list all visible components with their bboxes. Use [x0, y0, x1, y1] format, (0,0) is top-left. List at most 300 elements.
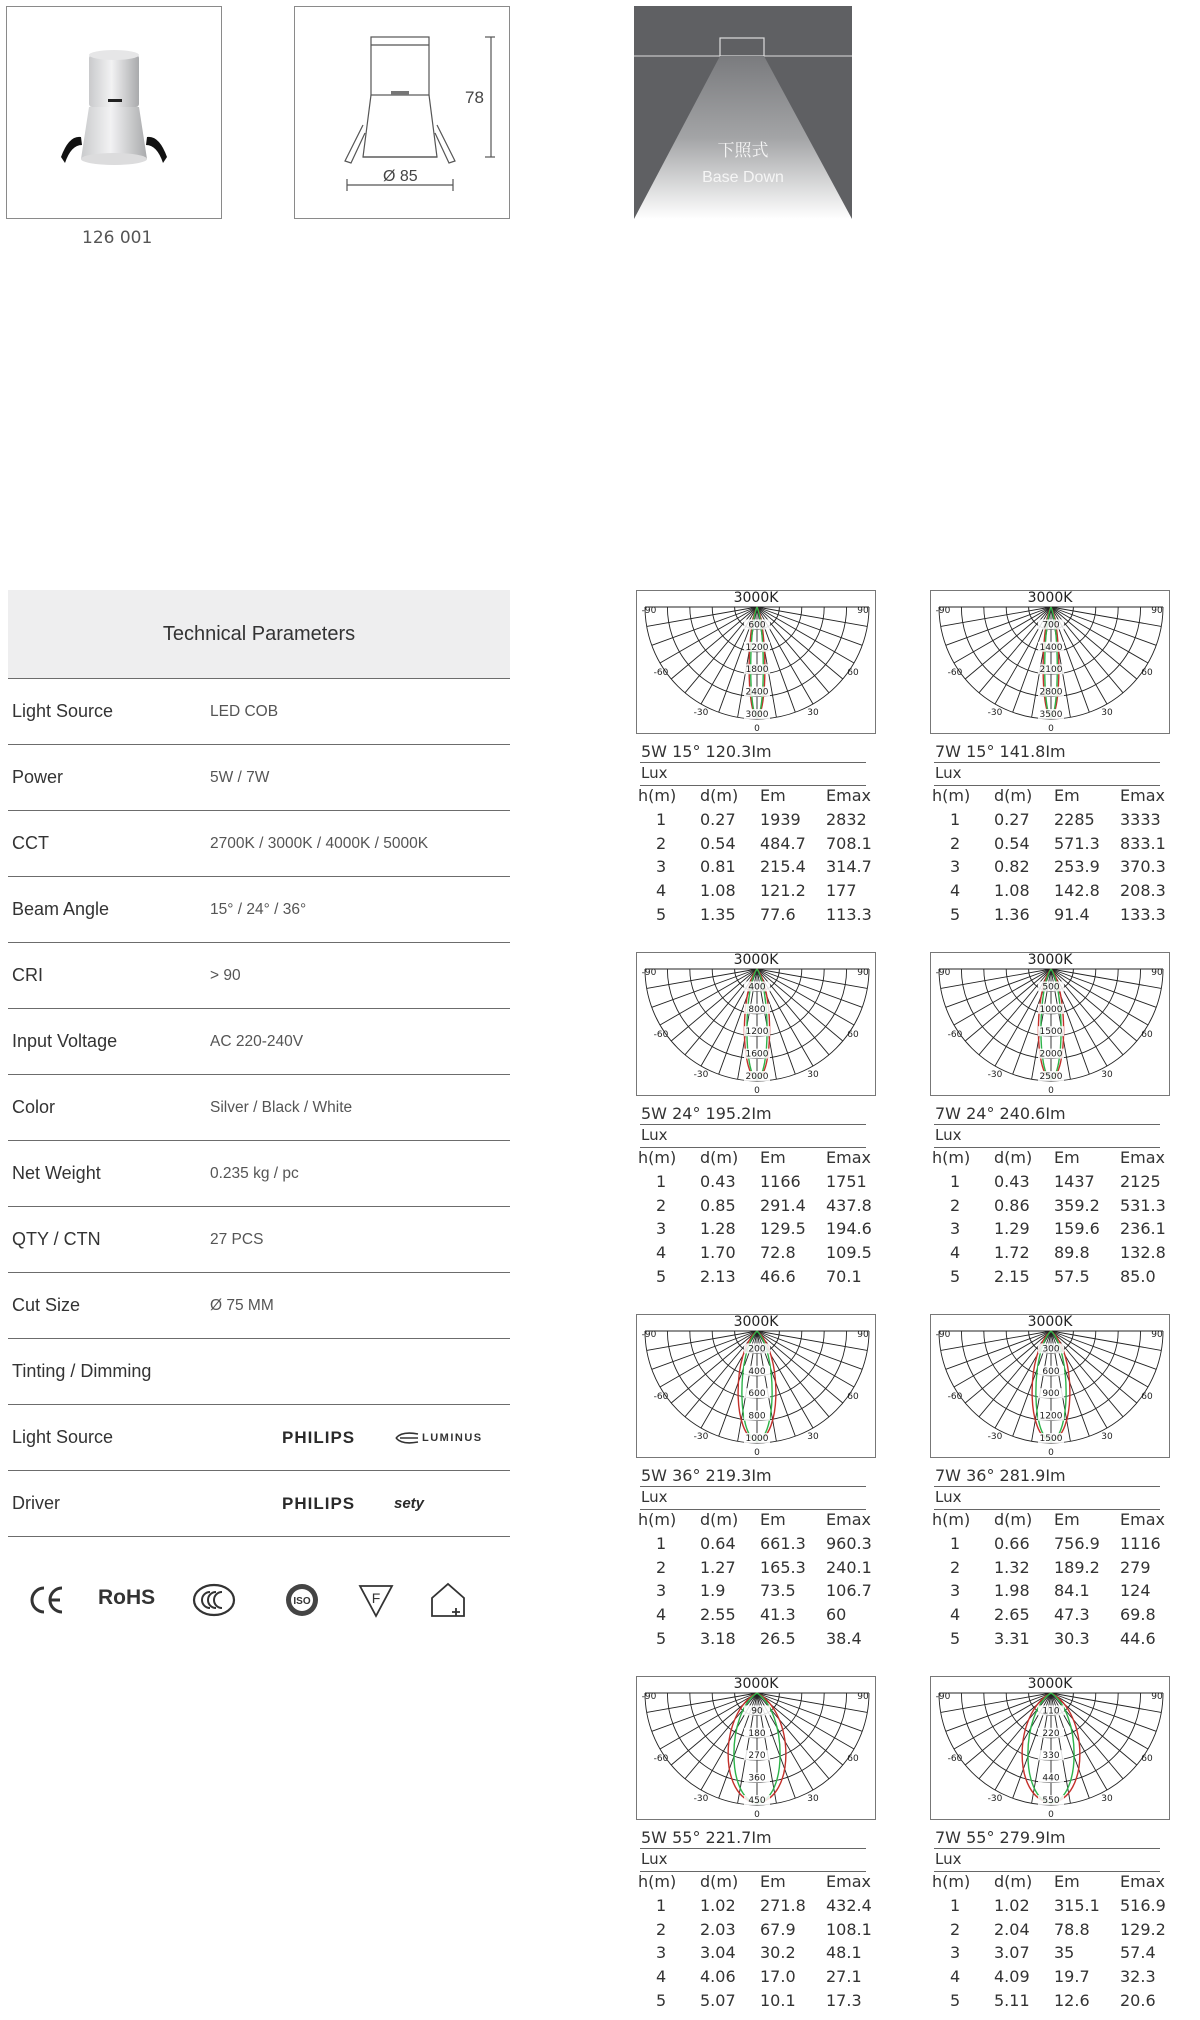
- table-row: [636, 1172, 878, 1196]
- table-row: [930, 1991, 1172, 2015]
- param-value: AC 220-240V: [210, 1032, 304, 1050]
- table-cell: 4: [656, 1605, 667, 1625]
- table-cell: 35: [1054, 1943, 1075, 1963]
- table-cell: 41.3: [760, 1605, 796, 1625]
- cct-label: 3000K: [1027, 1676, 1073, 1692]
- table-cell: 2.65: [994, 1605, 1030, 1625]
- ring-label: 2000: [1039, 1049, 1063, 1060]
- table-cell: 3.04: [700, 1943, 736, 1963]
- cct-label: 3000K: [1027, 1314, 1073, 1330]
- table-row: [930, 1267, 1172, 1291]
- angle-label: -90: [641, 1330, 657, 1340]
- table-row: [636, 1558, 878, 1582]
- table-cell: 78.8: [1054, 1919, 1090, 1939]
- table-row: [930, 1605, 1172, 1629]
- table-header: h(m): [932, 1510, 971, 1529]
- table-header: h(m): [638, 1872, 677, 1891]
- table-cell: 359.2: [1054, 1195, 1100, 1215]
- param-label: CCT: [12, 833, 49, 853]
- table-cell: 0.54: [994, 833, 1030, 853]
- table-cell: 177: [826, 881, 857, 901]
- ring-label: 330: [1042, 1751, 1060, 1762]
- table-cell: 48.1: [826, 1943, 862, 1963]
- table-cell: 1: [656, 1533, 667, 1553]
- polar-diagram: [931, 591, 1169, 733]
- table-cell: 189.2: [1054, 1557, 1100, 1577]
- table-cell: 2: [950, 1557, 961, 1577]
- ring-label: 200: [748, 1344, 766, 1355]
- table-cell: 5: [950, 1990, 961, 2010]
- f-mark-icon: [356, 1580, 396, 1620]
- table-cell: 57.4: [1120, 1943, 1156, 1963]
- table-cell: 571.3: [1054, 833, 1100, 853]
- product-photo: [6, 6, 222, 219]
- ring-label: 360: [748, 1773, 766, 1784]
- table-cell: 194.6: [826, 1219, 872, 1239]
- ring-label: 2400: [745, 687, 769, 698]
- lux-label: Lux: [935, 1488, 962, 1506]
- param-label: Net Weight: [12, 1163, 101, 1183]
- table-cell: 5: [950, 1628, 961, 1648]
- ring-label: 1500: [1039, 1434, 1063, 1444]
- table-cell: 4: [950, 1605, 961, 1625]
- table-cell: 253.9: [1054, 857, 1100, 877]
- table-cell: 4: [950, 1967, 961, 1987]
- polar-chart: [930, 590, 1170, 734]
- angle-label: 60: [847, 668, 859, 678]
- table-cell: 4.09: [994, 1967, 1030, 1987]
- table-cell: 1: [656, 809, 667, 829]
- table-header: Emax: [1120, 1148, 1165, 1167]
- param-label: Driver: [12, 1493, 60, 1513]
- table-cell: 77.6: [760, 904, 796, 924]
- table-cell: 106.7: [826, 1581, 872, 1601]
- table-header: Em: [760, 786, 786, 805]
- angle-label: 0: [1048, 724, 1054, 733]
- polar-diagram: [637, 1677, 875, 1819]
- ring-label: 3500: [1039, 710, 1063, 720]
- table-cell: 5.11: [994, 1990, 1030, 2010]
- table-cell: 129.5: [760, 1219, 806, 1239]
- beam-label-en: Base Down: [702, 169, 784, 186]
- ring-label: 1400: [1039, 642, 1063, 653]
- angle-label: -60: [947, 1392, 963, 1402]
- param-label: Power: [12, 767, 64, 787]
- table-cell: 20.6: [1120, 1990, 1156, 2010]
- table-cell: 833.1: [1120, 833, 1166, 853]
- table-row: [930, 1219, 1172, 1243]
- ring-label: 1500: [1039, 1027, 1063, 1038]
- table-cell: 60: [826, 1605, 847, 1625]
- illuminance-table: [930, 786, 1172, 929]
- table-row: [636, 1943, 878, 1967]
- table-cell: 1.35: [700, 904, 736, 924]
- illuminance-table: [636, 1510, 878, 1653]
- ring-label: 2500: [1039, 1072, 1063, 1082]
- table-row: [636, 1605, 878, 1629]
- table-cell: 5: [656, 1990, 667, 2010]
- param-value: > 90: [210, 966, 241, 984]
- table-cell: 142.8: [1054, 881, 1100, 901]
- param-label: Color: [12, 1097, 56, 1117]
- table-cell: 1: [950, 809, 961, 829]
- table-cell: 0.81: [700, 857, 736, 877]
- ring-label: 400: [748, 982, 766, 993]
- table-cell: 1.27: [700, 1557, 736, 1577]
- param-value: 27 PCS: [210, 1230, 264, 1248]
- ring-label: 180: [748, 1728, 766, 1739]
- table-header-row: [636, 1148, 878, 1172]
- table-cell: 1: [656, 1895, 667, 1915]
- angle-label: 0: [754, 1086, 760, 1095]
- cct-label: 3000K: [1027, 952, 1073, 968]
- table-cell: 3: [950, 1219, 961, 1239]
- angle-label: 30: [807, 1432, 819, 1442]
- table-cell: 4.06: [700, 1967, 736, 1987]
- param-row-cri: [8, 943, 510, 1009]
- param-label: Tinting / Dimming: [12, 1361, 152, 1381]
- param-row-cut-size: [8, 1273, 510, 1339]
- angle-label: 0: [1048, 1448, 1054, 1457]
- table-cell: 315.1: [1054, 1895, 1100, 1915]
- table-cell: 3.31: [994, 1628, 1030, 1648]
- table-header: h(m): [638, 1510, 677, 1529]
- ring-label: 1200: [745, 1027, 769, 1038]
- table-row: [930, 857, 1172, 881]
- polar-chart: [636, 952, 876, 1096]
- table-cell: 4: [656, 1967, 667, 1987]
- philips-logo: PHILIPS: [282, 1427, 356, 1447]
- angle-label: -30: [987, 1432, 1003, 1442]
- table-row: [636, 1267, 878, 1291]
- ring-label: 900: [1042, 1389, 1060, 1400]
- ring-label: 1600: [745, 1049, 769, 1060]
- table-cell: 1166: [760, 1171, 801, 1191]
- angle-label: -90: [935, 1330, 951, 1340]
- table-row: [930, 1943, 1172, 1967]
- table-row: [636, 1896, 878, 1920]
- table-cell: 4: [656, 881, 667, 901]
- polar-chart: [636, 590, 876, 734]
- table-header: Em: [1054, 786, 1080, 805]
- ring-label: 600: [748, 1389, 766, 1400]
- title-underline: [934, 1124, 1160, 1125]
- param-label: Light Source: [12, 1427, 114, 1447]
- table-cell: 4: [950, 881, 961, 901]
- table-cell: 46.6: [760, 1266, 796, 1286]
- angle-label: -90: [935, 1692, 951, 1702]
- polar-chart: [636, 1676, 876, 1820]
- table-row: [930, 881, 1172, 905]
- table-header-row: [636, 786, 878, 810]
- ring-label: 450: [748, 1796, 766, 1806]
- ring-label: 2100: [1039, 665, 1063, 676]
- table-cell: 1.36: [994, 904, 1030, 924]
- table-row: [930, 1172, 1172, 1196]
- table-cell: 109.5: [826, 1243, 872, 1263]
- table-cell: 756.9: [1054, 1533, 1100, 1553]
- table-row: [930, 1967, 1172, 1991]
- ce-mark-icon: [26, 1580, 66, 1620]
- param-row-power: [8, 745, 510, 811]
- table-cell: 0.86: [994, 1195, 1030, 1215]
- table-cell: 26.5: [760, 1628, 796, 1648]
- table-cell: 38.4: [826, 1628, 862, 1648]
- ring-label: 1000: [1039, 1004, 1063, 1015]
- angle-label: 90: [1151, 606, 1163, 616]
- angle-label: -60: [947, 1030, 963, 1040]
- block-title: 7W 15° 141.8Im: [935, 742, 1066, 761]
- angle-label: -60: [947, 668, 963, 678]
- table-cell: 1: [950, 1895, 961, 1915]
- param-value: Silver / Black / White: [210, 1098, 353, 1116]
- table-header: d(m): [994, 1148, 1033, 1167]
- table-cell: 1.98: [994, 1581, 1030, 1601]
- table-cell: 67.9: [760, 1919, 796, 1939]
- ring-label: 2000: [745, 1072, 769, 1082]
- table-cell: 2: [656, 833, 667, 853]
- ccc-mark-icon: [192, 1580, 236, 1620]
- angle-label: -30: [693, 1070, 709, 1080]
- table-cell: 1.08: [994, 881, 1030, 901]
- table-cell: 124: [1120, 1581, 1151, 1601]
- param-row-light-source: [8, 679, 510, 745]
- table-cell: 165.3: [760, 1557, 806, 1577]
- table-row: [930, 1896, 1172, 1920]
- param-value: Ø 75 MM: [210, 1296, 274, 1314]
- table-header: Em: [760, 1872, 786, 1891]
- param-row-light-source-brands: [8, 1405, 510, 1471]
- ring-label: 110: [1042, 1706, 1060, 1717]
- table-cell: 5: [656, 904, 667, 924]
- indoor-use-icon: [428, 1580, 468, 1620]
- table-row: [930, 1534, 1172, 1558]
- param-label: Light Source: [12, 701, 114, 721]
- certification-logos: [20, 1580, 500, 1624]
- angle-label: 30: [807, 1070, 819, 1080]
- lux-label: Lux: [935, 764, 962, 782]
- table-row: [930, 905, 1172, 929]
- table-cell: 5: [656, 1628, 667, 1648]
- table-cell: 89.8: [1054, 1243, 1090, 1263]
- angle-label: 60: [847, 1030, 859, 1040]
- beam-label-cn: 下照式: [717, 141, 769, 161]
- table-cell: 279: [1120, 1557, 1151, 1577]
- angle-label: 60: [1141, 668, 1153, 678]
- angle-label: 30: [1101, 1070, 1113, 1080]
- table-cell: 5.07: [700, 1990, 736, 2010]
- title-underline: [640, 1486, 866, 1487]
- downlight-illustration: [7, 7, 221, 218]
- table-cell: 5: [950, 904, 961, 924]
- angle-label: 90: [1151, 968, 1163, 978]
- angle-label: -30: [987, 708, 1003, 718]
- ring-label: 600: [748, 620, 766, 631]
- ring-label: 550: [1042, 1796, 1060, 1806]
- table-cell: 57.5: [1054, 1266, 1090, 1286]
- table-cell: 708.1: [826, 833, 872, 853]
- ring-label: 700: [1042, 620, 1060, 631]
- angle-label: 60: [1141, 1030, 1153, 1040]
- angle-label: 90: [1151, 1692, 1163, 1702]
- ring-label: 1800: [745, 665, 769, 676]
- ring-label: 400: [748, 1366, 766, 1377]
- table-row: [636, 1920, 878, 1944]
- table-cell: 32.3: [1120, 1967, 1156, 1987]
- table-row: [636, 1534, 878, 1558]
- cct-label: 3000K: [733, 1314, 779, 1330]
- table-cell: 5: [950, 1266, 961, 1286]
- table-row: [636, 1196, 878, 1220]
- angle-label: 90: [857, 1692, 869, 1702]
- block-title: 5W 36° 219.3Im: [641, 1466, 772, 1485]
- table-header: d(m): [994, 1510, 1033, 1529]
- block-title: 7W 36° 281.9Im: [935, 1466, 1066, 1485]
- table-row: [636, 905, 878, 929]
- table-row: [930, 810, 1172, 834]
- table-cell: 291.4: [760, 1195, 806, 1215]
- angle-label: -60: [653, 1030, 669, 1040]
- angle-label: 30: [1101, 1794, 1113, 1804]
- table-cell: 12.6: [1054, 1990, 1090, 2010]
- title-underline: [934, 1486, 1160, 1487]
- ring-label: 800: [748, 1004, 766, 1015]
- tech-title: Technical Parameters: [8, 590, 510, 679]
- table-cell: 2.15: [994, 1266, 1030, 1286]
- table-row: [636, 1581, 878, 1605]
- lux-label: Lux: [935, 1126, 962, 1144]
- table-header: d(m): [700, 1872, 739, 1891]
- title-underline: [934, 762, 1160, 763]
- table-row: [636, 857, 878, 881]
- table-header-row: [930, 1872, 1172, 1896]
- table-header: h(m): [638, 1148, 677, 1167]
- table-row: [636, 1629, 878, 1653]
- table-header: d(m): [994, 786, 1033, 805]
- ring-label: 440: [1042, 1773, 1060, 1784]
- table-header: h(m): [932, 786, 971, 805]
- dimension-drawing: [294, 6, 510, 219]
- table-row: [930, 834, 1172, 858]
- table-row: [636, 810, 878, 834]
- angle-label: 30: [807, 708, 819, 718]
- table-header-row: [930, 1510, 1172, 1534]
- param-row-cct: [8, 811, 510, 877]
- table-header: h(m): [932, 1872, 971, 1891]
- iso-mark-icon: [282, 1580, 322, 1620]
- table-header: Em: [1054, 1148, 1080, 1167]
- table-row: [930, 1196, 1172, 1220]
- table-header-row: [636, 1510, 878, 1534]
- param-value: 0.235 kg / pc: [210, 1164, 299, 1182]
- param-row-beam-angle: [8, 877, 510, 943]
- table-cell: 27.1: [826, 1967, 862, 1987]
- param-row-qty-ctn: [8, 1207, 510, 1273]
- angle-label: 90: [857, 606, 869, 616]
- table-cell: 0.43: [700, 1171, 736, 1191]
- table-cell: 3.07: [994, 1943, 1030, 1963]
- table-cell: 215.4: [760, 857, 806, 877]
- table-header: d(m): [700, 1148, 739, 1167]
- param-value: 5W / 7W: [210, 768, 270, 786]
- polar-chart: [930, 1676, 1170, 1820]
- table-cell: 129.2: [1120, 1919, 1166, 1939]
- polar-chart: [636, 1314, 876, 1458]
- angle-label: -90: [935, 606, 951, 616]
- table-cell: 5: [656, 1266, 667, 1286]
- table-cell: 1.02: [700, 1895, 736, 1915]
- angle-label: -60: [947, 1754, 963, 1764]
- table-cell: 3: [950, 1943, 961, 1963]
- param-value: LED COB: [210, 702, 279, 720]
- cct-label: 3000K: [1027, 590, 1073, 606]
- table-cell: 3: [656, 1219, 667, 1239]
- param-row-input-voltage: [8, 1009, 510, 1075]
- table-cell: 17.0: [760, 1967, 796, 1987]
- param-label: QTY / CTN: [12, 1229, 101, 1249]
- ring-label: 800: [748, 1411, 766, 1422]
- ring-label: 270: [748, 1751, 766, 1762]
- table-cell: 0.54: [700, 833, 736, 853]
- lux-label: Lux: [935, 1850, 962, 1868]
- diameter-dimension: Ø 85: [383, 168, 418, 185]
- table-row: [636, 834, 878, 858]
- angle-label: -30: [693, 708, 709, 718]
- table-cell: 30.3: [1054, 1628, 1090, 1648]
- param-value: 15° / 24° / 36°: [210, 900, 307, 918]
- table-cell: 271.8: [760, 1895, 806, 1915]
- illuminance-table: [636, 1148, 878, 1291]
- table-cell: 0.43: [994, 1171, 1030, 1191]
- param-row-tinting-dimming: [8, 1339, 510, 1405]
- table-header: d(m): [700, 1510, 739, 1529]
- polar-diagram: [931, 1677, 1169, 1819]
- table-row: [636, 881, 878, 905]
- angle-label: -30: [987, 1794, 1003, 1804]
- table-cell: 2: [950, 1919, 961, 1939]
- table-cell: 1: [656, 1171, 667, 1191]
- table-cell: 2: [950, 833, 961, 853]
- lux-label: Lux: [641, 1126, 668, 1144]
- svg-text:ISO: ISO: [293, 1596, 311, 1607]
- table-cell: 370.3: [1120, 857, 1166, 877]
- table-cell: 3: [656, 1943, 667, 1963]
- table-cell: 2125: [1120, 1171, 1161, 1191]
- table-header: Em: [1054, 1510, 1080, 1529]
- table-cell: 3333: [1120, 809, 1161, 829]
- sety-logo: sety: [394, 1495, 425, 1512]
- table-cell: 4: [656, 1243, 667, 1263]
- angle-label: 30: [807, 1794, 819, 1804]
- illuminance-table: [636, 1872, 878, 2015]
- table-cell: 2: [656, 1919, 667, 1939]
- polar-chart: [930, 952, 1170, 1096]
- angle-label: -60: [653, 1392, 669, 1402]
- polar-diagram: [931, 1315, 1169, 1457]
- param-row-net-weight: [8, 1141, 510, 1207]
- rohs-mark: RoHS: [98, 1586, 156, 1609]
- table-cell: 1.29: [994, 1219, 1030, 1239]
- table-row: [930, 1558, 1172, 1582]
- table-cell: 0.27: [994, 809, 1030, 829]
- technical-parameters-table: [8, 590, 510, 1537]
- table-cell: 516.9: [1120, 1895, 1166, 1915]
- table-header-row: [636, 1872, 878, 1896]
- table-row: [930, 1920, 1172, 1944]
- table-header: Emax: [826, 1148, 871, 1167]
- angle-label: 90: [857, 968, 869, 978]
- angle-label: 0: [754, 1810, 760, 1819]
